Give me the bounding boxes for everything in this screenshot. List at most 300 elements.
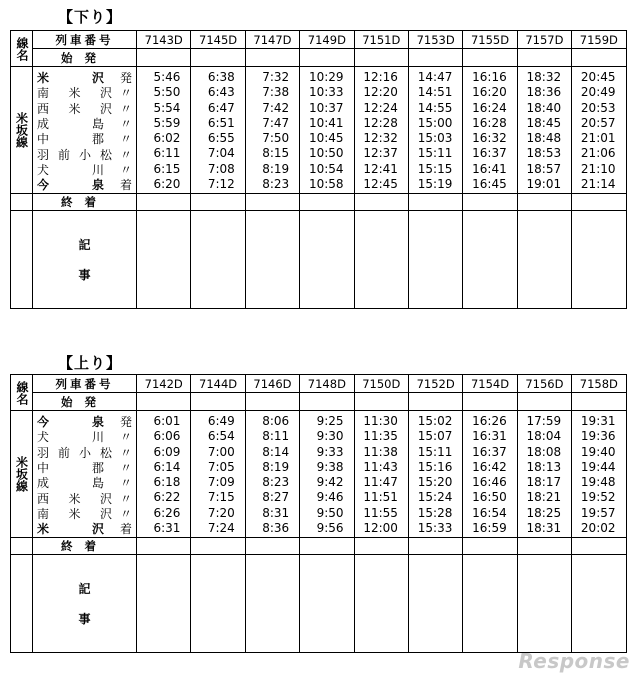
memo-cell xyxy=(245,555,299,653)
time-cell: 18:36 xyxy=(526,85,562,100)
station-row xyxy=(33,116,136,131)
time-cell: 20:57 xyxy=(580,115,616,130)
train-times-column xyxy=(517,411,571,538)
time-cell: 9:30 xyxy=(316,429,344,444)
station-name: 今 泉 xyxy=(37,415,104,430)
time-cell: 16:24 xyxy=(472,100,507,115)
time-cell: 8:11 xyxy=(262,429,290,444)
line-header: 線名 xyxy=(11,31,33,67)
origin-cell xyxy=(300,49,354,67)
station-row xyxy=(33,414,136,429)
time-cell: 7:04 xyxy=(207,146,235,161)
time-cell: 6:11 xyxy=(153,146,181,161)
terminal-cell xyxy=(300,538,354,555)
origin-cell xyxy=(463,393,517,411)
train-times-column xyxy=(572,411,626,538)
memo-row xyxy=(11,555,627,653)
station-suffix: 〃 xyxy=(119,101,132,116)
train-number: 7143D xyxy=(137,31,191,49)
time-cell: 18:48 xyxy=(526,131,562,146)
origin-cell xyxy=(463,49,517,67)
memo-row xyxy=(11,211,627,309)
memo-cell xyxy=(300,211,354,309)
route-name: 米坂線 xyxy=(11,67,33,194)
origin-label: 始発 xyxy=(33,393,137,411)
down-timetable xyxy=(10,30,627,309)
memo-char: 記 xyxy=(78,581,91,596)
memo-cell xyxy=(354,555,408,653)
memo-cell xyxy=(517,555,571,653)
train-number: 7145D xyxy=(191,31,245,49)
time-cell: 16:42 xyxy=(472,459,507,474)
terminal-cell xyxy=(517,194,571,211)
train-number-label: 列車番号 xyxy=(33,375,137,393)
station-row xyxy=(33,101,136,116)
origin-cell xyxy=(191,393,245,411)
train-number-row xyxy=(11,31,627,49)
station-suffix: 〃 xyxy=(119,430,132,445)
time-cell: 6:51 xyxy=(207,115,235,130)
time-cell: 16:31 xyxy=(472,429,507,444)
terminal-cell xyxy=(463,538,517,555)
time-cell: 16:37 xyxy=(472,146,507,161)
time-cell: 11:35 xyxy=(363,429,398,444)
time-cell: 6:54 xyxy=(207,429,235,444)
time-cell: 16:50 xyxy=(472,490,507,505)
time-cell: 19:36 xyxy=(580,429,616,444)
station-name: 羽 前 小 松 xyxy=(37,147,112,162)
station-row xyxy=(33,460,136,475)
time-cell: 8:15 xyxy=(262,146,290,161)
terminal-cell xyxy=(408,538,462,555)
train-number-label: 列車番号 xyxy=(33,31,137,49)
station-row xyxy=(33,521,136,536)
train-times-column xyxy=(191,411,245,538)
station-name: 南 米 沢 xyxy=(37,506,112,521)
time-cell: 12:37 xyxy=(363,146,398,161)
time-cell: 10:29 xyxy=(308,70,344,84)
origin-cell xyxy=(408,49,462,67)
station-suffix: 〃 xyxy=(119,86,132,101)
memo-char: 記 xyxy=(78,237,91,252)
time-cell: 7:09 xyxy=(207,475,235,490)
time-cell: 14:55 xyxy=(417,100,453,115)
time-cell: 20:02 xyxy=(580,521,616,536)
time-cell: 18:25 xyxy=(526,505,562,520)
time-cell: 18:04 xyxy=(526,429,562,444)
train-times-column xyxy=(463,411,517,538)
time-cell: 6:47 xyxy=(207,100,235,115)
time-cell: 12:28 xyxy=(363,115,398,130)
time-cell: 17:59 xyxy=(526,414,562,428)
time-cell: 8:31 xyxy=(262,505,290,520)
time-cell: 8:27 xyxy=(262,490,290,505)
time-cell: 18:57 xyxy=(526,161,562,176)
terminal-cell xyxy=(137,194,191,211)
train-times-column xyxy=(408,411,462,538)
station-name: 南 米 沢 xyxy=(37,86,112,101)
up-heading: 【上り】 xyxy=(58,354,123,372)
origin-cell xyxy=(517,393,571,411)
terminal-cell xyxy=(408,194,462,211)
time-cell: 19:40 xyxy=(580,444,616,459)
down-heading: 【下り】 xyxy=(58,8,123,26)
up-timetable xyxy=(10,374,627,653)
time-cell: 7:32 xyxy=(262,70,290,84)
time-cell: 15:19 xyxy=(417,177,453,192)
station-row xyxy=(33,70,136,85)
time-cell: 19:31 xyxy=(580,414,616,428)
time-cell: 9:50 xyxy=(316,505,344,520)
time-cell: 7:38 xyxy=(262,85,290,100)
origin-cell xyxy=(517,49,571,67)
time-cell: 19:48 xyxy=(580,475,616,490)
station-name: 今 泉 xyxy=(37,178,104,193)
time-cell: 7:05 xyxy=(207,459,235,474)
origin-label: 始発 xyxy=(33,49,137,67)
train-times-column xyxy=(572,67,626,194)
time-cell: 20:49 xyxy=(580,85,616,100)
memo-cell xyxy=(191,211,245,309)
time-cell: 16:26 xyxy=(472,414,507,428)
time-cell: 15:11 xyxy=(417,146,453,161)
time-cell: 6:22 xyxy=(153,490,181,505)
train-number: 7142D xyxy=(137,375,191,393)
terminal-cell xyxy=(245,194,299,211)
time-cell: 18:31 xyxy=(526,521,562,536)
train-number: 7146D xyxy=(245,375,299,393)
terminal-row xyxy=(11,538,627,555)
memo-cell xyxy=(463,555,517,653)
time-cell: 10:54 xyxy=(308,161,344,176)
train-number: 7153D xyxy=(408,31,462,49)
train-number: 7154D xyxy=(463,375,517,393)
time-cell: 18:17 xyxy=(526,475,562,490)
terminal-cell xyxy=(354,538,408,555)
station-suffix: 〃 xyxy=(119,132,132,147)
time-cell: 5:50 xyxy=(153,85,181,100)
schedule-body xyxy=(11,67,627,194)
station-name: 米 沢 xyxy=(37,522,104,537)
time-cell: 9:42 xyxy=(316,475,344,490)
schedule-body xyxy=(11,411,627,538)
time-cell: 18:32 xyxy=(526,70,562,84)
time-cell: 8:14 xyxy=(262,444,290,459)
time-cell: 9:33 xyxy=(316,444,344,459)
time-cell: 18:21 xyxy=(526,490,562,505)
time-cell: 6:02 xyxy=(153,131,181,146)
station-name: 犬 川 xyxy=(37,430,104,445)
time-cell: 6:43 xyxy=(207,85,235,100)
terminal-cell xyxy=(517,538,571,555)
station-name: 中 郡 xyxy=(37,461,104,476)
train-number: 7144D xyxy=(191,375,245,393)
memo-cell xyxy=(300,555,354,653)
time-cell: 6:15 xyxy=(153,161,181,176)
time-cell: 7:08 xyxy=(207,161,235,176)
terminal-cell xyxy=(191,194,245,211)
station-suffix: 〃 xyxy=(119,117,132,132)
time-cell: 6:18 xyxy=(153,475,181,490)
origin-cell xyxy=(572,393,626,411)
time-cell: 16:59 xyxy=(472,521,507,536)
train-number: 7157D xyxy=(517,31,571,49)
time-cell: 10:58 xyxy=(308,177,344,192)
train-number: 7147D xyxy=(245,31,299,49)
time-cell: 15:02 xyxy=(417,414,453,428)
station-suffix: 〃 xyxy=(119,506,132,521)
memo-blank xyxy=(11,211,33,309)
time-cell: 15:33 xyxy=(417,521,453,536)
time-cell: 6:38 xyxy=(207,70,235,84)
station-row xyxy=(33,506,136,521)
time-cell: 16:45 xyxy=(472,177,507,192)
time-cell: 16:28 xyxy=(472,115,507,130)
terminal-cell xyxy=(137,538,191,555)
time-cell: 15:15 xyxy=(417,161,453,176)
station-suffix: 着 xyxy=(119,178,132,193)
time-cell: 6:01 xyxy=(153,414,181,428)
train-number: 7151D xyxy=(354,31,408,49)
time-cell: 18:08 xyxy=(526,444,562,459)
station-row xyxy=(33,146,136,161)
time-cell: 16:20 xyxy=(472,85,507,100)
station-name: 犬 川 xyxy=(37,162,104,177)
terminal-cell xyxy=(463,194,517,211)
time-cell: 9:56 xyxy=(316,521,344,536)
time-cell: 8:36 xyxy=(262,521,290,536)
train-number: 7149D xyxy=(300,31,354,49)
memo-cell xyxy=(572,555,626,653)
terminal-cell xyxy=(354,194,408,211)
time-cell: 15:28 xyxy=(417,505,453,520)
time-cell: 15:03 xyxy=(417,131,453,146)
time-cell: 6:55 xyxy=(207,131,235,146)
time-cell: 20:45 xyxy=(580,70,616,84)
time-cell: 16:54 xyxy=(472,505,507,520)
time-cell: 15:24 xyxy=(417,490,453,505)
time-cell: 16:16 xyxy=(472,70,507,84)
time-cell: 19:57 xyxy=(580,505,616,520)
memo-label xyxy=(33,211,137,309)
train-number: 7158D xyxy=(572,375,626,393)
train-times-column xyxy=(191,67,245,194)
time-cell: 20:53 xyxy=(580,100,616,115)
time-cell: 15:11 xyxy=(417,444,453,459)
station-name: 西 米 沢 xyxy=(37,491,112,506)
time-cell: 9:46 xyxy=(316,490,344,505)
time-cell: 16:32 xyxy=(472,131,507,146)
time-cell: 10:37 xyxy=(308,100,344,115)
station-name: 羽 前 小 松 xyxy=(37,445,112,460)
origin-cell xyxy=(300,393,354,411)
origin-cell xyxy=(137,393,191,411)
time-cell: 12:24 xyxy=(363,100,398,115)
time-cell: 12:41 xyxy=(363,161,398,176)
time-cell: 11:55 xyxy=(363,505,398,520)
memo-blank xyxy=(11,555,33,653)
memo-cell xyxy=(354,211,408,309)
station-row xyxy=(33,429,136,444)
time-cell: 7:12 xyxy=(207,177,235,192)
time-cell: 11:51 xyxy=(363,490,398,505)
train-times-column xyxy=(300,67,354,194)
memo-cell xyxy=(191,555,245,653)
origin-row xyxy=(11,393,627,411)
time-cell: 12:32 xyxy=(363,131,398,146)
time-cell: 15:16 xyxy=(417,459,453,474)
station-suffix: 〃 xyxy=(119,445,132,460)
time-cell: 12:45 xyxy=(363,177,398,192)
train-times-column xyxy=(463,67,517,194)
train-times-column xyxy=(408,67,462,194)
time-cell: 6:14 xyxy=(153,459,181,474)
memo-cell xyxy=(572,211,626,309)
station-row xyxy=(33,85,136,100)
time-cell: 7:50 xyxy=(262,131,290,146)
time-cell: 14:47 xyxy=(417,70,453,84)
time-cell: 21:01 xyxy=(580,131,616,146)
time-cell: 18:45 xyxy=(526,115,562,130)
origin-cell xyxy=(137,49,191,67)
time-cell: 5:59 xyxy=(153,115,181,130)
line-header: 線名 xyxy=(11,375,33,411)
time-cell: 11:43 xyxy=(363,459,398,474)
time-cell: 12:00 xyxy=(363,521,398,536)
origin-row xyxy=(11,49,627,67)
time-cell: 18:40 xyxy=(526,100,562,115)
station-suffix: 着 xyxy=(119,522,132,537)
time-cell: 16:41 xyxy=(472,161,507,176)
station-name: 西 米 沢 xyxy=(37,101,112,116)
time-cell: 7:20 xyxy=(207,505,235,520)
time-cell: 21:10 xyxy=(580,161,616,176)
station-name: 中 郡 xyxy=(37,132,104,147)
memo-cell xyxy=(408,555,462,653)
train-times-column xyxy=(354,67,408,194)
station-name: 米 沢 xyxy=(37,71,104,86)
time-cell: 11:30 xyxy=(363,414,398,428)
terminal-blank xyxy=(11,538,33,555)
time-cell: 6:09 xyxy=(153,444,181,459)
origin-cell xyxy=(572,49,626,67)
terminal-label: 終着 xyxy=(33,538,137,555)
train-number: 7148D xyxy=(300,375,354,393)
time-cell: 8:06 xyxy=(262,414,290,428)
station-suffix: 発 xyxy=(119,71,132,86)
time-cell: 15:00 xyxy=(417,115,453,130)
station-suffix: 〃 xyxy=(119,491,132,506)
station-name: 成 島 xyxy=(37,117,104,132)
time-cell: 6:20 xyxy=(153,177,181,192)
origin-cell xyxy=(354,393,408,411)
time-cell: 12:16 xyxy=(363,70,398,84)
memo-cell xyxy=(137,211,191,309)
train-times-column xyxy=(300,411,354,538)
time-cell: 7:00 xyxy=(207,444,235,459)
station-suffix: 〃 xyxy=(119,147,132,162)
origin-cell xyxy=(245,393,299,411)
terminal-blank xyxy=(11,194,33,211)
time-cell: 15:20 xyxy=(417,475,453,490)
memo-char: 事 xyxy=(78,611,91,626)
time-cell: 5:54 xyxy=(153,100,181,115)
time-cell: 10:50 xyxy=(308,146,344,161)
time-cell: 16:46 xyxy=(472,475,507,490)
station-name: 成 島 xyxy=(37,476,104,491)
time-cell: 7:24 xyxy=(207,521,235,536)
origin-cell xyxy=(354,49,408,67)
time-cell: 16:37 xyxy=(472,444,507,459)
time-cell: 21:06 xyxy=(580,146,616,161)
station-list xyxy=(33,411,137,538)
train-times-column xyxy=(517,67,571,194)
memo-cell xyxy=(137,555,191,653)
station-suffix: 発 xyxy=(119,415,132,430)
station-row xyxy=(33,162,136,177)
time-cell: 7:15 xyxy=(207,490,235,505)
route-name: 米坂線 xyxy=(11,411,33,538)
station-row xyxy=(33,445,136,460)
memo-cell xyxy=(463,211,517,309)
terminal-label: 終着 xyxy=(33,194,137,211)
time-cell: 11:47 xyxy=(363,475,398,490)
station-row xyxy=(33,475,136,490)
station-suffix: 〃 xyxy=(119,461,132,476)
time-cell: 10:33 xyxy=(308,85,344,100)
time-cell: 7:47 xyxy=(262,115,290,130)
train-times-column xyxy=(137,411,191,538)
terminal-cell xyxy=(300,194,354,211)
time-cell: 8:19 xyxy=(262,459,290,474)
time-cell: 8:19 xyxy=(262,161,290,176)
station-suffix: 〃 xyxy=(119,162,132,177)
train-number-row xyxy=(11,375,627,393)
terminal-cell xyxy=(572,538,626,555)
terminal-cell xyxy=(572,194,626,211)
train-number: 7152D xyxy=(408,375,462,393)
train-number: 7155D xyxy=(463,31,517,49)
terminal-row xyxy=(11,194,627,211)
time-cell: 19:44 xyxy=(580,459,616,474)
memo-cell xyxy=(517,211,571,309)
time-cell: 15:07 xyxy=(417,429,453,444)
time-cell: 19:52 xyxy=(580,490,616,505)
train-number: 7159D xyxy=(572,31,626,49)
station-row xyxy=(33,131,136,146)
time-cell: 9:25 xyxy=(316,414,344,428)
memo-cell xyxy=(245,211,299,309)
train-times-column xyxy=(245,67,299,194)
time-cell: 8:23 xyxy=(262,177,290,192)
time-cell: 6:31 xyxy=(153,521,181,536)
memo-char: 事 xyxy=(78,267,91,282)
time-cell: 8:23 xyxy=(262,475,290,490)
origin-cell xyxy=(408,393,462,411)
train-times-column xyxy=(137,67,191,194)
terminal-cell xyxy=(245,538,299,555)
time-cell: 6:49 xyxy=(207,414,235,428)
time-cell: 5:46 xyxy=(153,70,181,84)
station-list xyxy=(33,67,137,194)
time-cell: 10:41 xyxy=(308,115,344,130)
time-cell: 12:20 xyxy=(363,85,398,100)
station-row xyxy=(33,177,136,192)
time-cell: 10:45 xyxy=(308,131,344,146)
time-cell: 7:42 xyxy=(262,100,290,115)
time-cell: 18:53 xyxy=(526,146,562,161)
time-cell: 6:26 xyxy=(153,505,181,520)
